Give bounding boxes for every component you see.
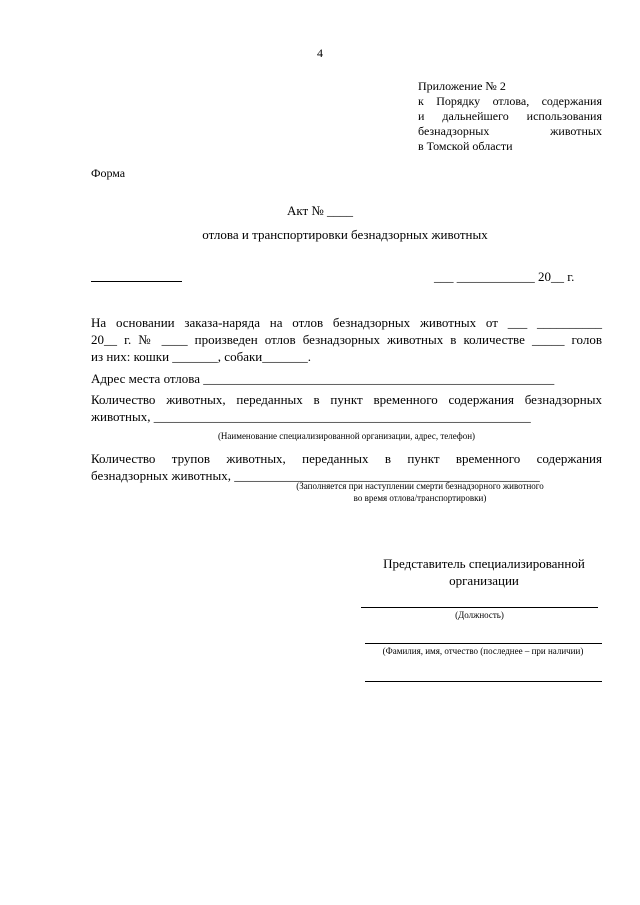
appendix-line-3: и дальнейшего использования — [418, 109, 602, 123]
order-line-2: 20__ г. № ____ произведен отлов безнадзорных животных в количестве _____ голов — [91, 332, 602, 347]
corpses-paragraph — [91, 450, 602, 484]
form-label: Форма — [91, 166, 126, 180]
signature-line — [365, 681, 602, 682]
corpses-line-1: Количество трупов животных, переданных в пункт временного содержания — [91, 451, 602, 466]
appendix-line-2: к Порядку отлова, содержания — [418, 94, 602, 108]
address-line: Адрес места отлова ______________________________________________________ — [91, 371, 555, 386]
appendix-line-5: в Томской области — [418, 139, 513, 153]
act-title: Акт № ____ — [286, 203, 354, 218]
place-blank-line — [91, 281, 182, 282]
corpses-caption-1: (Заполняется при наступлении смерти безнадзорного животного — [296, 481, 544, 491]
corpses-line-2: безнадзорных животных, _______________________________________________ — [91, 468, 540, 483]
appendix-line-4: безнадзорных животных — [418, 124, 602, 138]
transfer-caption: (Наименование специализированной организации, адрес, телефон) — [217, 431, 476, 441]
position-signature-line — [361, 607, 598, 608]
corpses-caption-2: во время отлова/транспортировки) — [353, 493, 487, 503]
date-line: ___ ____________ 20__ г. — [434, 269, 575, 284]
order-line-1: На основании заказа-наряда на отлов безнадзорных животных от ___ __________ — [91, 315, 602, 330]
order-paragraph — [91, 314, 602, 365]
signature-title — [360, 555, 608, 589]
address-paragraph — [91, 370, 586, 387]
name-caption: (Фамилия, имя, отчество (последнее – при наличии) — [382, 646, 584, 656]
signature-title-line-1: Представитель специализированной — [383, 556, 585, 571]
appendix-header — [418, 79, 602, 154]
signature-title-line-2: организации — [449, 573, 519, 588]
transfer-line-1: Количество животных, переданных в пункт временного содержания безнадзорных — [91, 392, 602, 407]
appendix-line-1: Приложение № 2 — [418, 79, 506, 93]
page-number: 4 — [317, 46, 323, 60]
position-caption: (Должность) — [455, 610, 504, 620]
order-line-3: из них: кошки _______, собаки_______. — [91, 349, 311, 364]
act-subtitle: отлова и транспортировки безнадзорных животных — [202, 227, 488, 242]
transfer-line-2: животных, __________________________________________________________ — [91, 409, 531, 424]
name-signature-line — [365, 643, 602, 644]
transfer-paragraph — [91, 391, 602, 425]
